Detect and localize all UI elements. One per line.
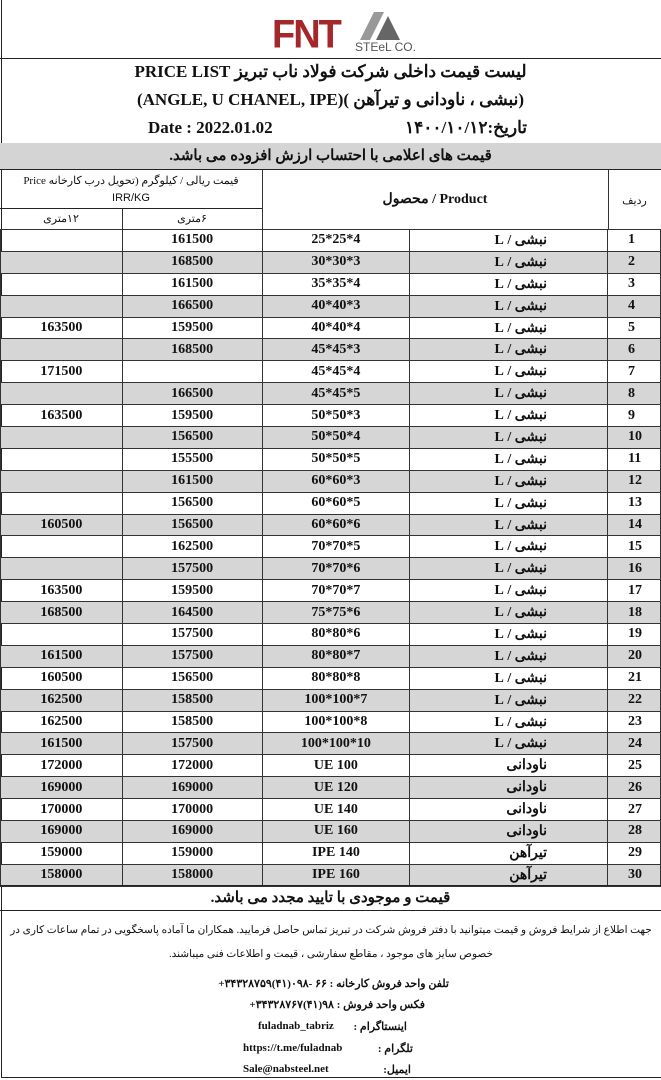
- product-size: 60*60*6: [262, 514, 410, 536]
- row-index: 25: [608, 755, 661, 777]
- product-type: نبشی / L: [410, 317, 608, 339]
- product-type: ناودانی: [410, 821, 608, 843]
- product-size: 45*45*3: [262, 339, 410, 361]
- price-12m: 162500: [1, 689, 123, 711]
- price-12m: 168500: [1, 602, 123, 624]
- col-12m: ۱۲متری: [43, 213, 79, 225]
- row-index: 19: [608, 624, 661, 646]
- row-index: 18: [608, 602, 661, 624]
- product-type: نبشی / L: [410, 230, 608, 252]
- table-row: [1, 295, 661, 317]
- logo-sub: STEeL CO.: [355, 40, 416, 54]
- table-row: [1, 755, 661, 777]
- price-12m: 163500: [1, 580, 123, 602]
- row-index: 21: [608, 667, 661, 689]
- product-size: 70*70*5: [262, 536, 410, 558]
- product-size: 80*80*6: [262, 624, 410, 646]
- product-size: 50*50*3: [262, 405, 410, 427]
- product-type: ناودانی: [410, 755, 608, 777]
- price-6m: 155500: [122, 448, 262, 470]
- row-index: 29: [608, 842, 661, 864]
- product-size: 25*25*4: [262, 230, 410, 252]
- row-index: 4: [608, 295, 661, 317]
- row-index: 13: [608, 492, 661, 514]
- price-12m: 171500: [1, 361, 123, 383]
- price-6m: 156500: [122, 492, 262, 514]
- price-unit: IRR/KG: [112, 192, 150, 204]
- price-6m: 161500: [122, 230, 262, 252]
- price-6m: 168500: [122, 339, 262, 361]
- price-6m: 164500: [122, 602, 262, 624]
- price-12m: 169000: [1, 821, 123, 843]
- row-index: 2: [608, 251, 661, 273]
- row-index: 3: [608, 273, 661, 295]
- price-6m: 172000: [122, 755, 262, 777]
- divider: [122, 208, 123, 229]
- logo-mark-icon: [360, 10, 406, 40]
- table-row: [1, 536, 661, 558]
- price-12m: 162500: [1, 711, 123, 733]
- row-index: 28: [608, 821, 661, 843]
- row-index: 14: [608, 514, 661, 536]
- price-12m: [1, 273, 123, 295]
- price-12m: 163500: [1, 317, 123, 339]
- price-12m: [1, 536, 123, 558]
- table-row: [1, 733, 661, 755]
- product-type: نبشی / L: [410, 361, 608, 383]
- product-size: 40*40*3: [262, 295, 410, 317]
- row-index: 16: [608, 558, 661, 580]
- table-row: [1, 492, 661, 514]
- table-row: [1, 361, 661, 383]
- price-6m: 161500: [122, 273, 262, 295]
- price-6m: 162500: [122, 536, 262, 558]
- row-index: 5: [608, 317, 661, 339]
- product-size: 70*70*7: [262, 580, 410, 602]
- price-6m: 170000: [122, 799, 262, 821]
- product-size: IPE 160: [262, 864, 410, 886]
- price-12m: [1, 383, 123, 405]
- product-size: 40*40*4: [262, 317, 410, 339]
- telegram-label: تلگرام :: [377, 1043, 413, 1055]
- divider: [0, 208, 262, 209]
- price-6m: 159500: [122, 580, 262, 602]
- product-type: تیرآهن: [410, 864, 608, 886]
- product-size: 100*100*7: [262, 689, 410, 711]
- price-12m: 172000: [1, 755, 123, 777]
- product-size: UE 100: [262, 755, 410, 777]
- product-type: نبشی / L: [410, 448, 608, 470]
- col-product: Product / محصول: [382, 192, 488, 207]
- product-type: نبشی / L: [410, 273, 608, 295]
- product-size: UE 160: [262, 821, 410, 843]
- price-12m: [1, 492, 123, 514]
- date-gregorian: Date : 2022.01.02: [148, 118, 273, 137]
- price-6m: 159000: [122, 842, 262, 864]
- product-type: نبشی / L: [410, 251, 608, 273]
- product-type: نبشی / L: [410, 602, 608, 624]
- product-size: 75*75*6: [262, 602, 410, 624]
- product-size: UE 120: [262, 777, 410, 799]
- price-6m: 159500: [122, 405, 262, 427]
- table-row: [1, 711, 661, 733]
- logo-brand: FNT: [272, 12, 340, 58]
- price-6m: 161500: [122, 470, 262, 492]
- product-type: نبشی / L: [410, 427, 608, 449]
- row-index: 27: [608, 799, 661, 821]
- instagram-label: اینستاگرام :: [353, 1021, 407, 1033]
- product-size: 70*70*6: [262, 558, 410, 580]
- table-row: [1, 777, 661, 799]
- price-12m: [1, 624, 123, 646]
- row-index: 15: [608, 536, 661, 558]
- product-size: 100*100*8: [262, 711, 410, 733]
- page-title: لیست قیمت داخلی شرکت فولاد ناب تبریز PRICE LIST: [134, 62, 527, 81]
- product-type: نبشی / L: [410, 711, 608, 733]
- price-12m: 160500: [1, 667, 123, 689]
- table-row: [1, 645, 661, 667]
- price-12m: [1, 295, 123, 317]
- product-type: نبشی / L: [410, 514, 608, 536]
- product-type: نبشی / L: [410, 580, 608, 602]
- row-index: 7: [608, 361, 661, 383]
- product-size: 30*30*3: [262, 251, 410, 273]
- table-row: [1, 230, 661, 252]
- price-12m: [1, 558, 123, 580]
- price-6m: 169000: [122, 821, 262, 843]
- table-row: [1, 864, 661, 886]
- product-type: نبشی / L: [410, 536, 608, 558]
- product-type: تیرآهن: [410, 842, 608, 864]
- row-index: 9: [608, 405, 661, 427]
- row-index: 11: [608, 448, 661, 470]
- table-row: [1, 514, 661, 536]
- price-12m: [1, 339, 123, 361]
- info-line: جهت اطلاع از شرایط فروش و قیمت میتوانید با دفتر فروش شرکت در تبریز تماس حاصل فرمایید. همکاران ما آماده پاسخگویی در تمام ساعات کاری در: [10, 925, 652, 936]
- table-row: [1, 624, 661, 646]
- product-size: 50*50*4: [262, 427, 410, 449]
- table-row: [1, 383, 661, 405]
- col-6m: ۶متری: [177, 213, 207, 225]
- telegram-link[interactable]: https://t.me/fuladnab: [243, 1042, 343, 1054]
- price-6m: 157500: [122, 624, 262, 646]
- table-row: [1, 689, 661, 711]
- product-size: 60*60*3: [262, 470, 410, 492]
- product-type: نبشی / L: [410, 339, 608, 361]
- price-12m: 170000: [1, 799, 123, 821]
- product-size: 60*60*5: [262, 492, 410, 514]
- price-6m: 168500: [122, 251, 262, 273]
- product-size: 80*80*8: [262, 667, 410, 689]
- price-6m: 156500: [122, 427, 262, 449]
- product-size: IPE 140: [262, 842, 410, 864]
- email-link[interactable]: Sale@nabsteel.net: [243, 1063, 329, 1075]
- price-6m: 157500: [122, 645, 262, 667]
- row-index: 10: [608, 427, 661, 449]
- table-row: [1, 667, 661, 689]
- table-row: [1, 821, 661, 843]
- row-index: 8: [608, 383, 661, 405]
- product-type: نبشی / L: [410, 405, 608, 427]
- price-6m: 156500: [122, 514, 262, 536]
- table-row: [1, 580, 661, 602]
- product-type: نبشی / L: [410, 645, 608, 667]
- table-row: [1, 842, 661, 864]
- product-type: نبشی / L: [410, 558, 608, 580]
- product-type: نبشی / L: [410, 733, 608, 755]
- price-12m: 159000: [1, 842, 123, 864]
- price-12m: [1, 230, 123, 252]
- product-type: نبشی / L: [410, 295, 608, 317]
- price-12m: 160500: [1, 514, 123, 536]
- product-type: ناودانی: [410, 799, 608, 821]
- price-6m: 158500: [122, 711, 262, 733]
- table-row: [1, 448, 661, 470]
- price-6m: 166500: [122, 295, 262, 317]
- email-label: ایمیل:: [383, 1064, 411, 1076]
- row-index: 23: [608, 711, 661, 733]
- table-row: [1, 273, 661, 295]
- product-size: UE 140: [262, 799, 410, 821]
- fax: فکس واحد فروش : ۹۸(۴۱)۳۴۳۲۸۷۶۷+: [249, 999, 425, 1011]
- price-6m: 157500: [122, 558, 262, 580]
- row-index: 22: [608, 689, 661, 711]
- table-row: [1, 799, 661, 821]
- table-row: [1, 470, 661, 492]
- stock-note: قیمت و موجودی با تایید مجدد می باشد.: [0, 885, 661, 911]
- instagram-link[interactable]: fuladnab_tabriz: [258, 1020, 334, 1032]
- table-row: [1, 558, 661, 580]
- table-row: [1, 405, 661, 427]
- product-type: نبشی / L: [410, 383, 608, 405]
- price-6m: [122, 361, 262, 383]
- price-12m: 158000: [1, 864, 123, 886]
- product-size: 35*35*4: [262, 273, 410, 295]
- row-index: 20: [608, 645, 661, 667]
- product-type: نبشی / L: [410, 667, 608, 689]
- page-subtitle: (نبشی ، ناودانی و تیرآهن )(ANGLE, U CHANEL, IPE): [136, 90, 525, 109]
- price-12m: 161500: [1, 733, 123, 755]
- divider: [608, 170, 609, 229]
- price-header: قیمت ریالی / کیلوگرم (تحویل درب کارخانه Price: [23, 175, 239, 187]
- col-index: ردیف: [622, 195, 647, 207]
- row-index: 1: [608, 230, 661, 252]
- row-index: 26: [608, 777, 661, 799]
- row-index: 24: [608, 733, 661, 755]
- table-row: [1, 339, 661, 361]
- product-type: نبشی / L: [410, 624, 608, 646]
- product-size: 80*80*7: [262, 645, 410, 667]
- price-6m: 159500: [122, 317, 262, 339]
- date-persian: تاریخ:۱۴۰۰/۱۰/۱۲: [405, 118, 527, 137]
- price-6m: 158000: [122, 864, 262, 886]
- price-6m: 166500: [122, 383, 262, 405]
- price-12m: 161500: [1, 645, 123, 667]
- price-6m: 157500: [122, 733, 262, 755]
- price-6m: 156500: [122, 667, 262, 689]
- info-line: خصوص سایز های موجود ، مقاطع سفارشی ، قیمت و اطلاعات فنی میباشند.: [168, 949, 494, 960]
- divider: [0, 58, 661, 59]
- price-12m: [1, 427, 123, 449]
- phone: تلفن واحد فروش کارخانه : ۶۶ -۰۹۸(۴۱)۳۴۳۲۸۷۵۹+: [218, 978, 449, 990]
- price-12m: 169000: [1, 777, 123, 799]
- product-size: 100*100*10: [262, 733, 410, 755]
- info-text: [6, 919, 656, 967]
- price-12m: [1, 251, 123, 273]
- price-12m: [1, 470, 123, 492]
- company-logo: [272, 8, 432, 58]
- price-6m: 169000: [122, 777, 262, 799]
- product-size: 45*45*5: [262, 383, 410, 405]
- product-size: 45*45*4: [262, 361, 410, 383]
- row-index: 17: [608, 580, 661, 602]
- table-row: [1, 251, 661, 273]
- price-12m: [1, 448, 123, 470]
- table-row: [1, 602, 661, 624]
- table-row: [1, 317, 661, 339]
- row-index: 12: [608, 470, 661, 492]
- price-table: [0, 229, 661, 887]
- price-12m: 163500: [1, 405, 123, 427]
- product-type: نبشی / L: [410, 689, 608, 711]
- table-row: [1, 427, 661, 449]
- row-index: 30: [608, 864, 661, 886]
- price-6m: 158500: [122, 689, 262, 711]
- vat-note: قیمت های اعلامی با احتساب ارزش افزوده می باشد.: [0, 143, 661, 170]
- product-size: 50*50*5: [262, 448, 410, 470]
- product-type: نبشی / L: [410, 470, 608, 492]
- product-type: ناودانی: [410, 777, 608, 799]
- divider: [262, 170, 263, 229]
- product-type: نبشی / L: [410, 492, 608, 514]
- row-index: 6: [608, 339, 661, 361]
